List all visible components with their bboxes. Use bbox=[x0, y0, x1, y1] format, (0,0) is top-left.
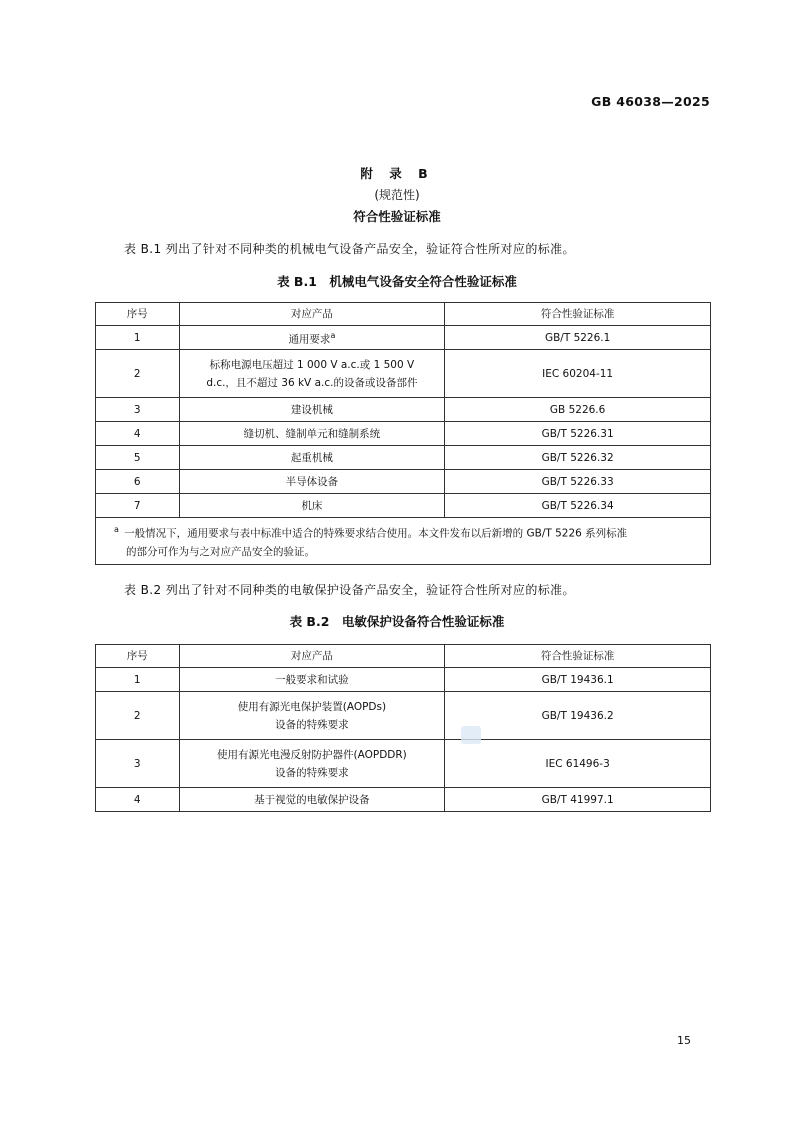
table-row bbox=[96, 350, 711, 398]
row-number: 5 bbox=[96, 446, 180, 470]
row-number: 2 bbox=[96, 350, 180, 398]
standard-cell: GB/T 19436.1 bbox=[445, 668, 711, 692]
table-2 bbox=[95, 644, 711, 812]
appendix-type: (规范性) bbox=[374, 188, 420, 202]
row-number: 4 bbox=[96, 422, 180, 446]
row-number: 3 bbox=[96, 398, 180, 422]
footnote-mark: a bbox=[114, 525, 119, 534]
table-2-title: 表 B.2 电敏保护设备符合性验证标准 bbox=[289, 614, 505, 629]
row-number: 1 bbox=[96, 668, 180, 692]
header-cell: 对应产品 bbox=[179, 645, 445, 668]
appendix-title: 附 录 B bbox=[360, 166, 434, 181]
footnote-mark: a bbox=[330, 330, 336, 340]
table-note-row bbox=[96, 518, 711, 565]
row-number: 3 bbox=[96, 740, 180, 788]
product-text-line: 标称电源电压超过 1 000 V a.c.或 1 500 V bbox=[209, 358, 415, 371]
page-number: 15 bbox=[677, 1034, 691, 1047]
header-cell: 序号 bbox=[96, 645, 180, 668]
header-cell: 符合性验证标准 bbox=[445, 645, 711, 668]
header-cell: 符合性验证标准 bbox=[445, 303, 711, 326]
standard-cell: GB/T 5226.1 bbox=[445, 326, 711, 350]
row-number: 4 bbox=[96, 788, 180, 812]
table-row bbox=[96, 692, 711, 740]
standard-cell: GB/T 5226.31 bbox=[445, 422, 711, 446]
product-text-line: 设备的特殊要求 bbox=[275, 766, 349, 779]
product-cell: 一般要求和试验 bbox=[179, 668, 445, 692]
table-row bbox=[96, 398, 711, 422]
row-number: 1 bbox=[96, 326, 180, 350]
product-cell: 起重机械 bbox=[179, 446, 445, 470]
product-text-line: 设备的特殊要求 bbox=[275, 718, 349, 731]
table-row bbox=[96, 740, 711, 788]
product-cell bbox=[179, 692, 445, 740]
row-number: 7 bbox=[96, 494, 180, 518]
table-note bbox=[96, 518, 711, 565]
standard-cell: IEC 60204-11 bbox=[445, 350, 711, 398]
table-header-row bbox=[96, 645, 711, 668]
table-row bbox=[96, 326, 711, 350]
standard-cell: IEC 61496-3 bbox=[445, 740, 711, 788]
standard-cell: GB/T 41997.1 bbox=[445, 788, 711, 812]
note-text: 一般情况下，通用要求与表中标准中适合的特殊要求结合使用。本文件发布以后新增的 GB/T 5226 系列标准 bbox=[124, 527, 628, 540]
table-row bbox=[96, 668, 711, 692]
product-cell bbox=[179, 350, 445, 398]
product-cell: 建设机械 bbox=[179, 398, 445, 422]
product-cell: 缝切机、缝制单元和缝制系统 bbox=[179, 422, 445, 446]
row-number: 6 bbox=[96, 470, 180, 494]
note-line: 的部分可作为与之对应产品安全的验证。 bbox=[126, 545, 315, 558]
table-1 bbox=[95, 302, 711, 565]
table-header-row bbox=[96, 303, 711, 326]
watermark-logo bbox=[461, 726, 481, 744]
standard-cell: GB/T 5226.32 bbox=[445, 446, 711, 470]
table-row bbox=[96, 494, 711, 518]
header-cell: 对应产品 bbox=[179, 303, 445, 326]
standard-cell: GB/T 5226.33 bbox=[445, 470, 711, 494]
product-cell bbox=[179, 326, 445, 350]
standard-cell: GB/T 5226.34 bbox=[445, 494, 711, 518]
table-row bbox=[96, 788, 711, 812]
row-number: 2 bbox=[96, 692, 180, 740]
intro-paragraph-2: 表 B.2 列出了针对不同种类的电敏保护设备产品安全，验证符合性所对应的标准。 bbox=[124, 583, 575, 597]
note-line bbox=[114, 521, 700, 543]
product-cell bbox=[179, 740, 445, 788]
table-row bbox=[96, 446, 711, 470]
intro-paragraph-1: 表 B.1 列出了针对不同种类的机械电气设备产品安全，验证符合性所对应的标准。 bbox=[124, 242, 575, 256]
table-row bbox=[96, 470, 711, 494]
product-text-line: d.c.，且不超过 36 kV a.c.的设备或设备部件 bbox=[206, 376, 418, 389]
product-cell: 半导体设备 bbox=[179, 470, 445, 494]
product-text-line: 使用有源光电保护装置(AOPDs) bbox=[237, 700, 387, 713]
table-1-title: 表 B.1 机械电气设备安全符合性验证标准 bbox=[277, 274, 517, 289]
standard-cell: GB 5226.6 bbox=[445, 398, 711, 422]
product-text: 通用要求 bbox=[288, 333, 331, 346]
appendix-name: 符合性验证标准 bbox=[353, 209, 441, 224]
table-row bbox=[96, 422, 711, 446]
header-cell: 序号 bbox=[96, 303, 180, 326]
standard-cell: GB/T 19436.2 bbox=[445, 692, 711, 740]
standard-code: GB 46038—2025 bbox=[591, 94, 710, 109]
product-text-line: 使用有源光电漫反射防护器件(AOPDDR) bbox=[217, 748, 407, 761]
product-cell: 机床 bbox=[179, 494, 445, 518]
product-cell: 基于视觉的电敏保护设备 bbox=[179, 788, 445, 812]
